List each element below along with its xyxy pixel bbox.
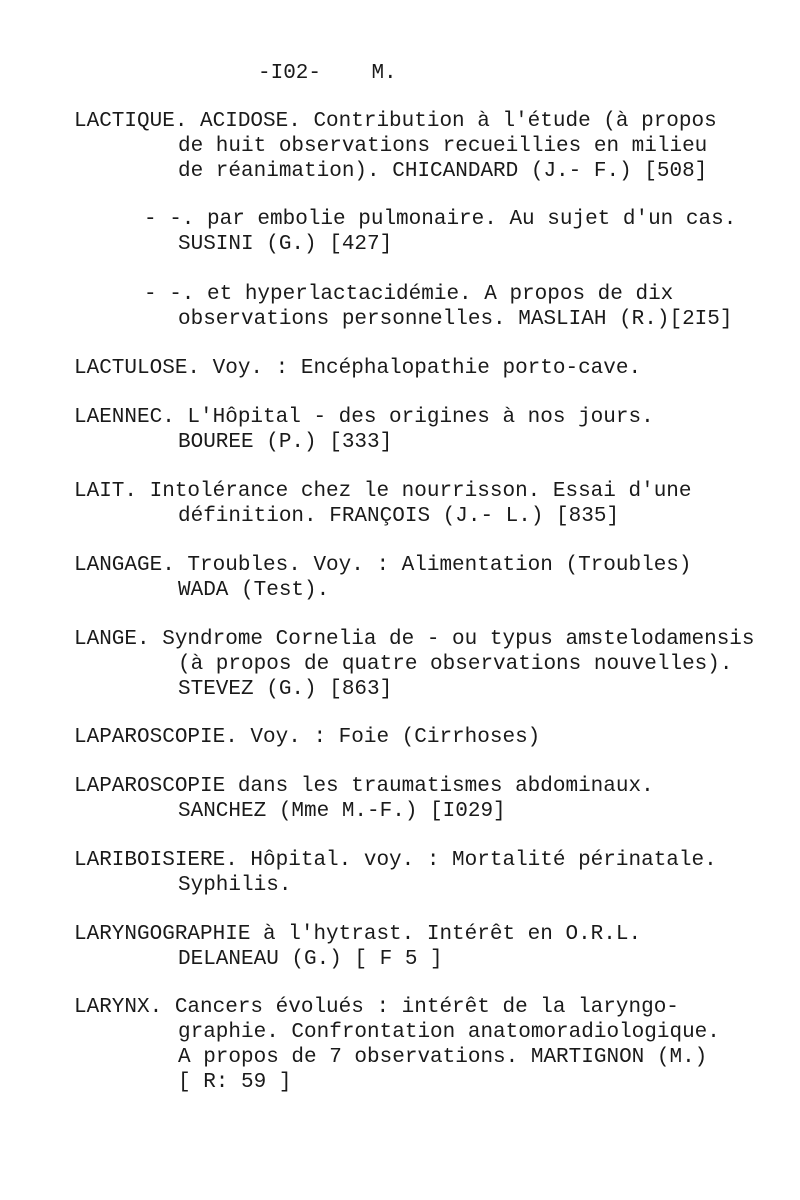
entry-line: - -. par embolie pulmonaire. Au sujet d'un cas. bbox=[144, 208, 737, 231]
section-letter: M. bbox=[371, 62, 397, 85]
index-entry bbox=[74, 356, 774, 381]
entry-line: LANGE. Syndrome Cornelia de - ou typus amstelodamensis bbox=[74, 628, 755, 651]
entry-line: observations personnelles. MASLIAH (R.)[2I5] bbox=[178, 308, 733, 331]
index-entry bbox=[74, 405, 774, 455]
index-entry bbox=[74, 627, 774, 702]
entry-line: [ R: 59 ] bbox=[178, 1071, 292, 1094]
entry-line: A propos de 7 observations. MARTIGNON (M.) bbox=[178, 1046, 708, 1069]
entry-line: LAIT. Intolérance chez le nourrisson. Essai d'une bbox=[74, 480, 692, 503]
entry-line: LAPAROSCOPIE. Voy. : Foie (Cirrhoses) bbox=[74, 726, 541, 749]
entry-line: graphie. Confrontation anatomoradiologique. bbox=[178, 1021, 720, 1044]
entry-line: LAPAROSCOPIE dans les traumatismes abdominaux. bbox=[74, 775, 654, 798]
entry-line: LACTULOSE. Voy. : Encéphalopathie porto-cave. bbox=[74, 357, 642, 380]
index-entry bbox=[74, 725, 774, 750]
index-entry bbox=[74, 848, 774, 898]
page-header bbox=[258, 61, 397, 86]
entry-line: de réanimation). CHICANDARD (J.- F.) [508] bbox=[178, 160, 708, 183]
entry-line: DELANEAU (G.) [ F 5 ] bbox=[178, 948, 443, 971]
index-entry bbox=[74, 922, 774, 972]
entry-line: de huit observations recueillies en milieu bbox=[178, 135, 708, 158]
entry-line: STEVEZ (G.) [863] bbox=[178, 678, 393, 701]
index-subentry bbox=[74, 282, 774, 332]
index-entry bbox=[74, 553, 774, 603]
index-subentry bbox=[74, 207, 774, 257]
page-number: -I02- bbox=[258, 62, 322, 85]
index-entry bbox=[74, 479, 774, 529]
entry-line: LARYNX. Cancers évolués : intérêt de la laryngo- bbox=[74, 996, 679, 1019]
entry-line: LARYNGOGRAPHIE à l'hytrast. Intérêt en O.R.L. bbox=[74, 923, 642, 946]
entry-line: LACTIQUE. ACIDOSE. Contribution à l'étude (à propos bbox=[74, 110, 717, 133]
entry-line: Syphilis. bbox=[178, 874, 292, 897]
entry-line: LAENNEC. L'Hôpital - des origines à nos jours. bbox=[74, 406, 654, 429]
index-entry bbox=[74, 109, 774, 184]
entry-line: - -. et hyperlactacidémie. A propos de dix bbox=[144, 283, 674, 306]
entry-line: LANGAGE. Troubles. Voy. : Alimentation (Troubles) bbox=[74, 554, 692, 577]
entry-line: définition. FRANÇOIS (J.- L.) [835] bbox=[178, 505, 620, 528]
index-entry bbox=[74, 774, 774, 824]
entry-line: SANCHEZ (Mme M.-F.) [I029] bbox=[178, 800, 506, 823]
index-entry bbox=[74, 995, 774, 1095]
entry-line: BOUREE (P.) [333] bbox=[178, 431, 393, 454]
entry-line: SUSINI (G.) [427] bbox=[178, 233, 393, 256]
entry-line: WADA (Test). bbox=[178, 579, 330, 602]
entry-line: (à propos de quatre observations nouvelles). bbox=[178, 653, 733, 676]
entry-line: LARIBOISIERE. Hôpital. voy. : Mortalité périnatale. bbox=[74, 849, 717, 872]
